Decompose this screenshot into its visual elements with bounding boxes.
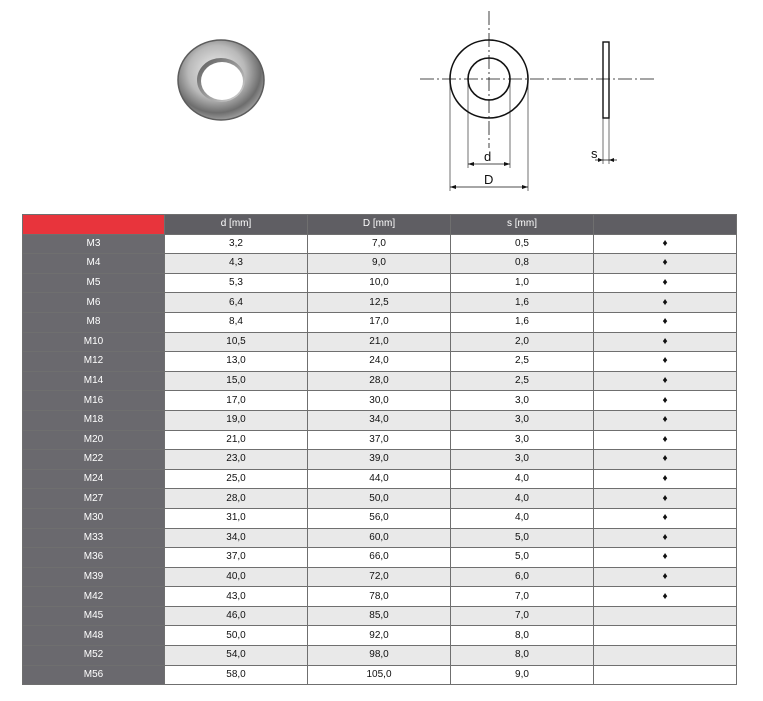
inner-diameter-cell: 6,4 (165, 293, 308, 313)
thickness-cell: 7,0 (451, 606, 594, 626)
inner-diameter-cell: 25,0 (165, 469, 308, 489)
table-row (23, 332, 737, 352)
inner-diameter-cell: 58,0 (165, 665, 308, 685)
marker-cell (594, 626, 737, 646)
size-cell: M3 (23, 234, 165, 254)
size-cell: M4 (23, 254, 165, 274)
inner-diameter-cell: 8,4 (165, 312, 308, 332)
size-cell: M22 (23, 450, 165, 470)
outer-diameter-cell: 56,0 (308, 508, 451, 528)
thickness-cell: 9,0 (451, 665, 594, 685)
header-inner-diameter: d [mm] (165, 215, 308, 235)
thickness-cell: 7,0 (451, 587, 594, 607)
marker-cell: ♦ (594, 371, 737, 391)
outer-diameter-cell: 12,5 (308, 293, 451, 313)
header-thickness: s [mm] (451, 215, 594, 235)
thickness-cell: 6,0 (451, 567, 594, 587)
marker-cell: ♦ (594, 410, 737, 430)
outer-diameter-cell: 39,0 (308, 450, 451, 470)
header-outer-diameter: D [mm] (308, 215, 451, 235)
thickness-cell: 1,0 (451, 273, 594, 293)
outer-diameter-cell: 7,0 (308, 234, 451, 254)
washer-technical-drawing (415, 8, 665, 193)
size-cell: M24 (23, 469, 165, 489)
inner-diameter-cell: 4,3 (165, 254, 308, 274)
inner-diameter-cell: 34,0 (165, 528, 308, 548)
marker-cell: ♦ (594, 293, 737, 313)
inner-diameter-cell: 5,3 (165, 273, 308, 293)
size-cell: M12 (23, 352, 165, 372)
thickness-cell: 3,0 (451, 450, 594, 470)
marker-cell (594, 606, 737, 626)
outer-diameter-cell: 24,0 (308, 352, 451, 372)
outer-diameter-cell: 9,0 (308, 254, 451, 274)
header-marker (594, 215, 737, 235)
thickness-cell: 1,6 (451, 312, 594, 332)
marker-cell: ♦ (594, 450, 737, 470)
inner-diameter-cell: 31,0 (165, 508, 308, 528)
size-cell: M36 (23, 548, 165, 568)
table-row (23, 410, 737, 430)
thickness-cell: 2,5 (451, 352, 594, 372)
thickness-cell: 0,5 (451, 234, 594, 254)
table-row (23, 391, 737, 411)
table-body (23, 234, 737, 685)
thickness-label: s (591, 146, 598, 161)
thickness-cell: 1,6 (451, 293, 594, 313)
inner-diameter-cell: 28,0 (165, 489, 308, 509)
table-row (23, 489, 737, 509)
outer-diameter-cell: 92,0 (308, 626, 451, 646)
outer-diameter-cell: 28,0 (308, 371, 451, 391)
inner-diameter-cell: 43,0 (165, 587, 308, 607)
thickness-cell: 3,0 (451, 410, 594, 430)
table-row (23, 528, 737, 548)
outer-diameter-cell: 21,0 (308, 332, 451, 352)
outer-diameter-cell: 34,0 (308, 410, 451, 430)
outer-diameter-cell: 85,0 (308, 606, 451, 626)
thickness-cell: 3,0 (451, 391, 594, 411)
marker-cell (594, 665, 737, 685)
table-row (23, 469, 737, 489)
size-cell: M48 (23, 626, 165, 646)
thickness-cell: 2,0 (451, 332, 594, 352)
marker-cell: ♦ (594, 587, 737, 607)
inner-diameter-cell: 13,0 (165, 352, 308, 372)
outer-diameter-cell: 105,0 (308, 665, 451, 685)
size-cell: M45 (23, 606, 165, 626)
marker-cell: ♦ (594, 352, 737, 372)
thickness-cell: 3,0 (451, 430, 594, 450)
size-cell: M14 (23, 371, 165, 391)
outer-diameter-cell: 72,0 (308, 567, 451, 587)
table-row (23, 548, 737, 568)
washer-photo (175, 38, 267, 122)
size-cell: M16 (23, 391, 165, 411)
size-cell: M8 (23, 312, 165, 332)
table-row (23, 371, 737, 391)
outer-diameter-cell: 10,0 (308, 273, 451, 293)
marker-cell: ♦ (594, 273, 737, 293)
size-cell: M27 (23, 489, 165, 509)
size-cell: M39 (23, 567, 165, 587)
outer-diameter-cell: 44,0 (308, 469, 451, 489)
table-row (23, 234, 737, 254)
size-cell: M6 (23, 293, 165, 313)
marker-cell: ♦ (594, 391, 737, 411)
table-row (23, 312, 737, 332)
inner-diameter-cell: 50,0 (165, 626, 308, 646)
table-header-row (23, 215, 737, 235)
inner-diameter-cell: 15,0 (165, 371, 308, 391)
table-row (23, 508, 737, 528)
table-row (23, 430, 737, 450)
size-cell: M56 (23, 665, 165, 685)
inner-diameter-cell: 40,0 (165, 567, 308, 587)
marker-cell: ♦ (594, 332, 737, 352)
marker-cell: ♦ (594, 254, 737, 274)
marker-cell: ♦ (594, 567, 737, 587)
inner-diameter-cell: 21,0 (165, 430, 308, 450)
outer-diameter-cell: 78,0 (308, 587, 451, 607)
marker-cell (594, 646, 737, 666)
thickness-cell: 8,0 (451, 626, 594, 646)
inner-diameter-cell: 19,0 (165, 410, 308, 430)
thickness-cell: 0,8 (451, 254, 594, 274)
table-row (23, 646, 737, 666)
inner-diameter-cell: 17,0 (165, 391, 308, 411)
marker-cell: ♦ (594, 312, 737, 332)
size-cell: M5 (23, 273, 165, 293)
thickness-cell: 4,0 (451, 489, 594, 509)
size-cell: M33 (23, 528, 165, 548)
inner-diameter-cell: 3,2 (165, 234, 308, 254)
marker-cell: ♦ (594, 469, 737, 489)
table-row (23, 254, 737, 274)
inner-diameter-label: d (484, 149, 492, 164)
size-cell: M52 (23, 646, 165, 666)
table-row (23, 450, 737, 470)
size-cell: M18 (23, 410, 165, 430)
inner-diameter-cell: 23,0 (165, 450, 308, 470)
thickness-cell: 2,5 (451, 371, 594, 391)
thickness-cell: 5,0 (451, 528, 594, 548)
header-corner-cell (23, 215, 165, 235)
table-row (23, 606, 737, 626)
table-row (23, 352, 737, 372)
size-cell: M10 (23, 332, 165, 352)
inner-diameter-cell: 37,0 (165, 548, 308, 568)
thickness-cell: 4,0 (451, 469, 594, 489)
table-row (23, 626, 737, 646)
size-cell: M30 (23, 508, 165, 528)
inner-diameter-cell: 46,0 (165, 606, 308, 626)
table-row (23, 567, 737, 587)
outer-diameter-cell: 66,0 (308, 548, 451, 568)
marker-cell: ♦ (594, 234, 737, 254)
thickness-cell: 4,0 (451, 508, 594, 528)
marker-cell: ♦ (594, 528, 737, 548)
outer-diameter-cell: 17,0 (308, 312, 451, 332)
outer-diameter-cell: 37,0 (308, 430, 451, 450)
marker-cell: ♦ (594, 508, 737, 528)
marker-cell: ♦ (594, 489, 737, 509)
thickness-cell: 8,0 (451, 646, 594, 666)
outer-diameter-label: D (484, 172, 494, 187)
outer-diameter-cell: 60,0 (308, 528, 451, 548)
table-row (23, 665, 737, 685)
marker-cell: ♦ (594, 548, 737, 568)
outer-diameter-cell: 30,0 (308, 391, 451, 411)
outer-diameter-cell: 50,0 (308, 489, 451, 509)
table-row (23, 273, 737, 293)
inner-diameter-cell: 54,0 (165, 646, 308, 666)
outer-diameter-cell: 98,0 (308, 646, 451, 666)
size-cell: M42 (23, 587, 165, 607)
table-row (23, 293, 737, 313)
inner-diameter-cell: 10,5 (165, 332, 308, 352)
washer-dimension-table (22, 214, 737, 685)
table-row (23, 587, 737, 607)
size-cell: M20 (23, 430, 165, 450)
thickness-cell: 5,0 (451, 548, 594, 568)
marker-cell: ♦ (594, 430, 737, 450)
